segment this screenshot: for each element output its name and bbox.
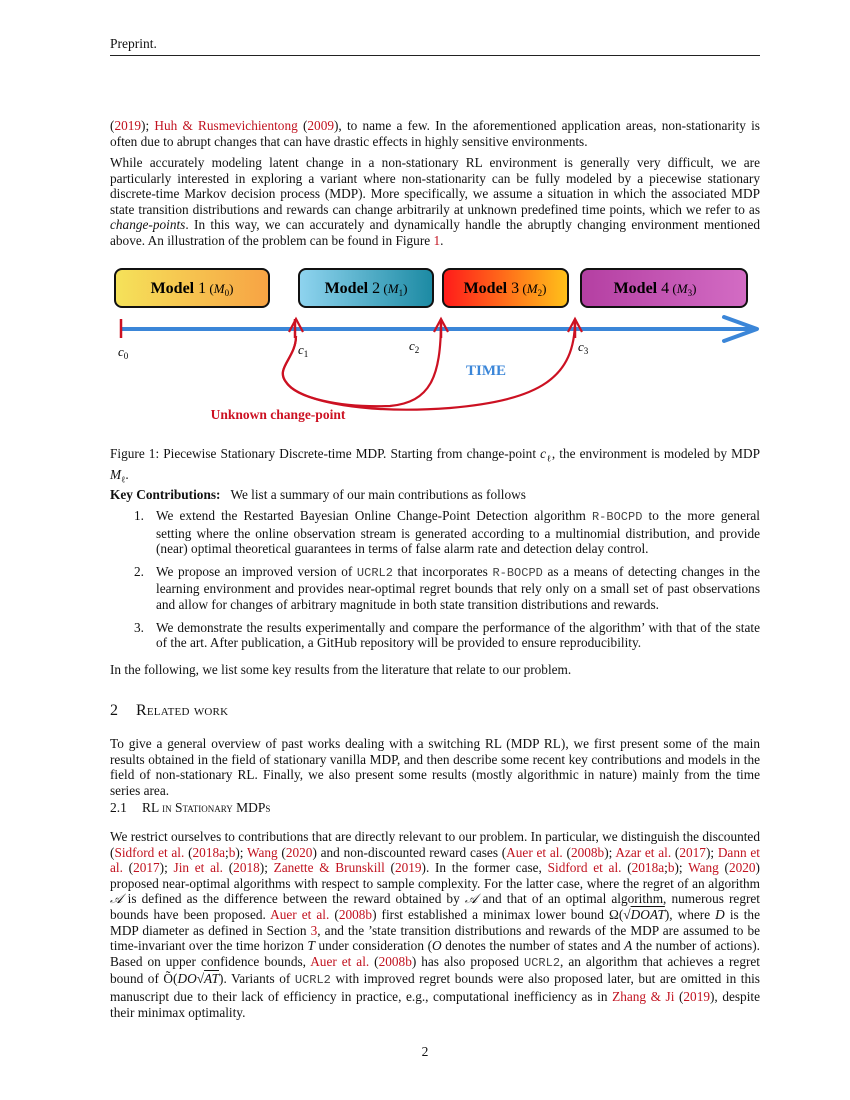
citation-link[interactable]: Auer et al. — [270, 906, 330, 922]
changepoint-label-c2: $c_2$ — [409, 338, 420, 355]
unknown-changepoint-label: Unknown change-point — [210, 407, 346, 422]
intro-paragraph-2: While accurately modeling latent change in a non-stationary RL environment is generally very difficult, we are particularly interested in exploring a variant where non-stationarity can be fully modeled by a piecewise stationary discrete-time Markov decision process (MDP). More specifically, we assume a situation in which the associated MDP state transition distributions and rewards can change arbitrarily at unknown predefined time points, which we refer to as change-points. In this way, we can accurately and dynamically handle the abruptly changing environment mentioned above. An illustration of the problem can be found in Figure 1. — [110, 155, 760, 248]
list-item: 1. We extend the Restarted Bayesian Online Change-Point Detection algorithm R-BOCPD to the more general setting where the online observation stream is generated according to a multinomial distribution, and provide (near) optimal theoretical guarantees in terms of false alarm rate and detection delay control. — [134, 508, 760, 557]
citation-link[interactable]: Auer et al. — [506, 844, 563, 860]
citation-link[interactable]: 2019 — [394, 860, 422, 876]
citation-link[interactable]: b — [228, 844, 236, 860]
section-heading: 2 Related work — [110, 702, 229, 719]
subsection-heading: 2.1 RL in Stationary MDPs — [110, 800, 271, 815]
subsection-2-1-paragraph: We restrict ourselves to contributions that are directly relevant to our problem. In particular, we distinguish the discounted (Sidford et al. (2018a;b); Wang (2020) and non-discounted reward cases (Auer et al. (2008b); Azar et al. (2017); Dann et al. (2017); Jin et al. (2018); Zanette & Brunskill (2019). In the former case, Sidford et al. (2018a;b); Wang (2020) proposed near-optimal algorithms with respect to sample complexity. For the latter case, where the regret of an algorithm 𝒜 is defined as the difference between the reward obtained by 𝒜 and that of an optimal algorithm, numerous regret bounds have been proposed. Auer et al. (2008b) first established a minimax lower bound Ω(√DOAT), where D is the MDP diameter as defined in Section 3, and the ’state transition distributions and rewards of the MDP are assumed to be time-invariant over the time horizon T under consideration (O denotes the number of states and A the number of actions). Based on upper confidence bounds, Auer et al. (2008b) has also proposed UCRL2, an algorithm that achieves a regret bound of Õ(DO√AT). Variants of UCRL2 with improved regret bounds were also proposed later, but are omitted in this manuscript due to their lack of efficiency in practice, e.g., computational inefficiency as in Zhang & Ji (2019), despite their minimax optimality. — [110, 829, 760, 1020]
citation-link[interactable]: Zhang & Ji — [612, 988, 675, 1004]
citation-link[interactable]: 2018 — [233, 860, 260, 876]
figure-1-diagram — [0, 258, 850, 438]
citation-link[interactable]: Dann et al. — [110, 844, 760, 876]
changepoint-label-c1: $c_1$ — [298, 342, 309, 359]
header-rule — [110, 55, 760, 56]
following-paragraph: In the following, we list some key results from the literature that relate to our problem. — [110, 662, 572, 677]
page-number: 2 — [421, 1044, 429, 1059]
citation-link[interactable]: Wang — [688, 860, 719, 876]
section-2-paragraph: To give a general overview of past works dealing with a switching RL (MDP RL), we first present some of the main results obtained in the field of stationary vanilla MDP, and then describe some recent key contributions and models in the field of non-stationary RL. Finally, we also present some results (mostly algorithmic in nature) mainly from the time series area. — [110, 736, 760, 798]
citation-link[interactable]: Zanette & Brunskill — [273, 860, 385, 876]
term-change-points: change-points — [110, 217, 186, 233]
key-contributions-heading: Key Contributions: We list a summary of our main contributions as follows — [110, 487, 526, 502]
citation-link[interactable]: Azar et al. — [615, 844, 672, 860]
citation-link[interactable]: 2008b — [570, 844, 605, 860]
changepoint-arrows — [283, 319, 582, 410]
citation-link[interactable]: 2017 — [133, 860, 160, 876]
svg-text:Model 4 (M3): Model 4 (M3) — [613, 280, 697, 298]
svg-text:Model 3 (M2): Model 3 (M2) — [463, 280, 547, 298]
citation-link[interactable]: 2017 — [679, 844, 706, 860]
model-box-3 — [443, 269, 568, 307]
citation-link[interactable]: 2020 — [285, 844, 313, 860]
model-box-1 — [115, 269, 269, 307]
model-box-4 — [581, 269, 747, 307]
running-head: Preprint. — [110, 36, 157, 51]
citation-link[interactable]: 2018a — [631, 860, 665, 876]
figure-reference-link[interactable]: 1 — [433, 232, 441, 248]
citation-link[interactable]: 2019 — [114, 118, 142, 133]
changepoint-label-c3: $c_3$ — [578, 339, 589, 356]
svg-text:Model 1 (M0): Model 1 (M0) — [150, 280, 234, 298]
citation-link[interactable]: Wang — [247, 844, 278, 860]
contributions-list — [134, 508, 760, 658]
model-box-2 — [299, 269, 433, 307]
time-label: TIME — [465, 363, 507, 379]
citation-link[interactable]: Jin et al. — [173, 860, 224, 876]
section-reference-link[interactable]: 3 — [310, 922, 318, 938]
citation-link[interactable]: 2008b — [378, 953, 412, 969]
list-item: 2. We propose an improved version of UCRL2 that incorporates R-BOCPD as a means of detecting changes in the learning environment and provides near-optimal regret bounds that rely only on a small set of past observations and allow for changes of arbitrary magnitude in both state transition distributions and rewards. — [134, 563, 760, 612]
svg-text:Model 2 (M1): Model 2 (M1) — [324, 280, 408, 298]
citation-link[interactable]: Auer et al. — [310, 953, 370, 969]
citation-link[interactable]: Sidford et al. — [547, 860, 622, 876]
intro-paragraph-1: (2019); Huh & Rusmevichientong (2009), to name a few. In the aforementioned application areas, non-stationarity is often due to abrupt changes that can have drastic effects in highly sensitive environments. — [110, 118, 760, 149]
list-item: 3. We demonstrate the results experimentally and compare the performance of the algorithm’ with that of the state of the art. After publication, a GitHub repository will be provided to ensure reproducibility. — [134, 619, 760, 651]
citation-link[interactable]: 2019 — [683, 988, 710, 1004]
citation-link[interactable]: 2018a — [192, 844, 226, 860]
citation-link[interactable]: 2009 — [307, 118, 334, 133]
figure-1-caption: Figure 1: Piecewise Stationary Discrete-time MDP. Starting from change-point $c_\ell$, the environment is modeled by MDP $M_\ell$. — [110, 446, 760, 485]
changepoint-label-c0: $c_0$ — [118, 344, 129, 361]
citation-link[interactable]: 2020 — [728, 860, 756, 876]
citation-link[interactable]: Huh & Rusmevichientong — [154, 118, 298, 133]
citation-link[interactable]: Sidford et al. — [114, 844, 185, 860]
citation-link[interactable]: 2008b — [338, 906, 373, 922]
citation-link[interactable]: b — [667, 860, 675, 876]
